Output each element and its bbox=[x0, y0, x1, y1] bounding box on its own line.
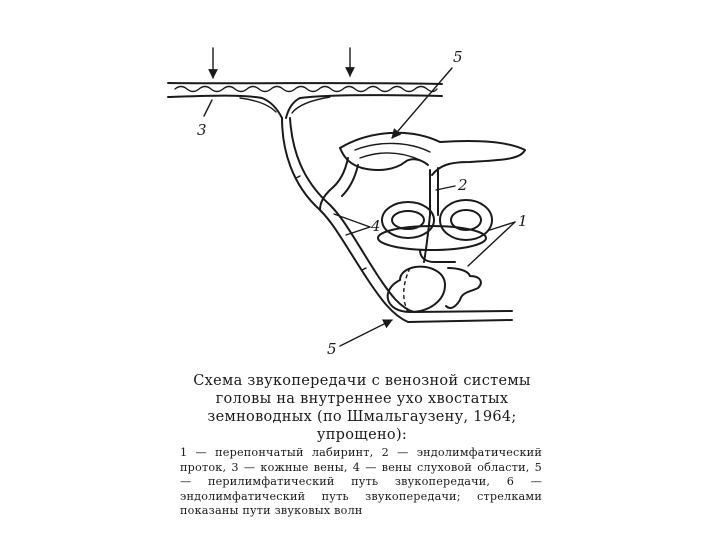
label-4: 4 bbox=[371, 217, 381, 235]
leader-3 bbox=[204, 100, 212, 116]
label-5-bottom: 5 bbox=[327, 340, 337, 358]
leader-5-top bbox=[392, 68, 452, 138]
descending-vein bbox=[282, 118, 512, 322]
label-3: 3 bbox=[197, 121, 207, 139]
label-1: 1 bbox=[518, 212, 528, 230]
skin-veins-band bbox=[168, 83, 442, 118]
label-2: 2 bbox=[458, 176, 468, 194]
auditory-region-veins bbox=[320, 133, 525, 215]
caption-legend: 1 — перепончатый лабиринт, 2 — эндолимфатический проток, 3 — кожные вены, 4 — вены слуховой области, 5 — перилимфатический путь звукопередачи, 6 — эндолимфатический путь звукопередачи; стрелками показаны пути звуковых волн bbox=[180, 446, 542, 517]
endolymphatic-duct bbox=[424, 215, 430, 262]
caption-title: Схема звукопередачи с венозной системы головы на внутреннее ухо хвостатых земноводных (по Шмальгаузену, 1964; упрощено): bbox=[193, 373, 531, 443]
leader-4a bbox=[334, 214, 370, 227]
label-5-top: 5 bbox=[453, 48, 463, 66]
leader-5-bottom bbox=[340, 320, 392, 346]
membranous-labyrinth bbox=[378, 200, 492, 312]
